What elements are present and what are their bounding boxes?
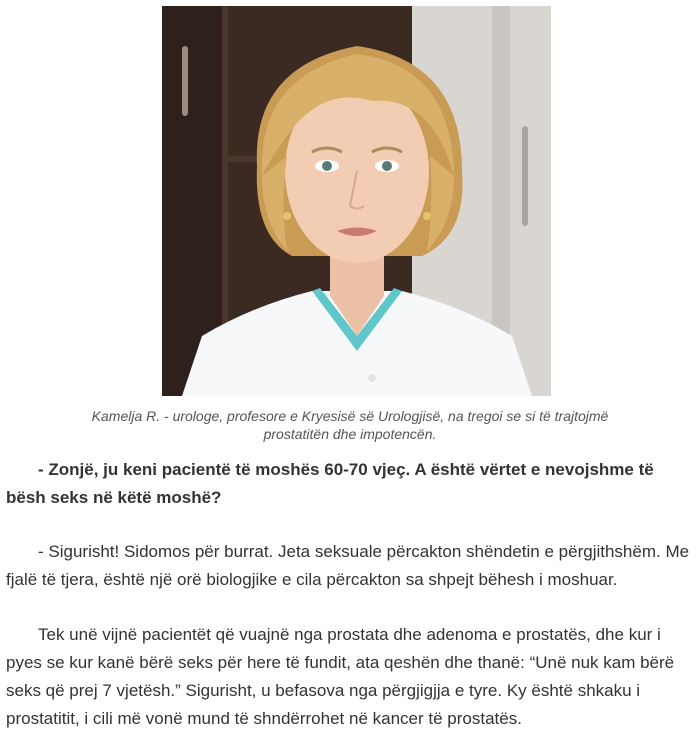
interview-answer-1: - Sigurisht! Sidomos për burrat. Jeta seksuale përcakton shëndetin e përgjithshëm. Me fjalë të tjera, është një orë biologjike e cila përcakton sa shpejt bëhesh i moshuar. (6, 542, 690, 589)
portrait-illustration (162, 6, 551, 396)
photo-caption: Kamelja R. - urologe, profesore e Kryesisë së Urologjisë, na tregoi se si të trajtojmë prostatitën dhe impotencën. (91, 408, 609, 442)
interview-answer-2: Tek unë vijnë pacientët që vuajnë nga prostata dhe adenoma e prostatës, dhe kur i pyes se kur kanë bërë seks për here të fundit, ata qeshën dhe thanë: “Unë nuk kam bërë seks që prej 7 vjetësh.” Sigurisht, u befasova nga përgjigjja e tyre. Ky është shkaku i prostatitit, i cili më vonë mund të shndërrohet në kancer të prostatës. (6, 625, 675, 728)
interview-question: - Zonjë, ju keni pacientë të moshës 60-70 vjeç. A është vërtet e nevojshme të bësh seks në këtë moshë? (6, 460, 654, 507)
article-photo (162, 6, 551, 396)
